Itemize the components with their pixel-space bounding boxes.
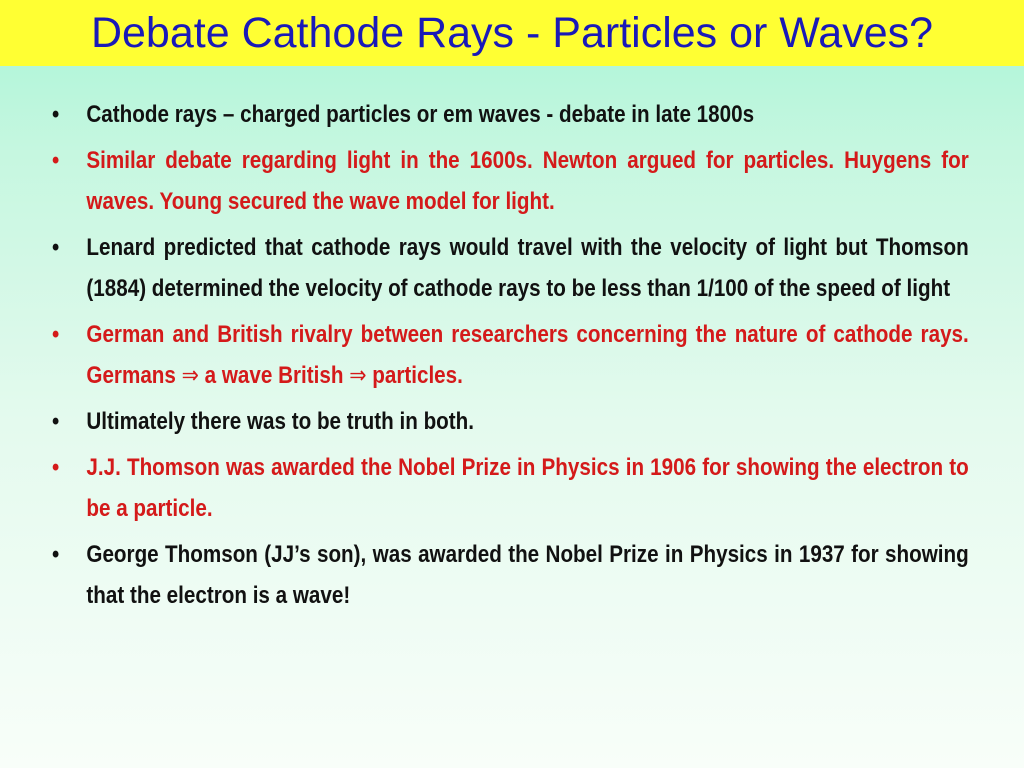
- implies-arrow-icon: ⇒: [181, 362, 199, 389]
- bullet-marker: •: [52, 541, 60, 568]
- bullet-item-truth-in-both: [52, 401, 969, 442]
- bullet-text: J.J. Thomson was awarded the Nobel Prize in Physics in 1906 for showing the electron to be a particle.: [86, 454, 969, 522]
- bullet-text: George Thomson (JJ’s son), was awarded the Nobel Prize in Physics in 1937 for showing that the electron is a wave!: [86, 541, 969, 609]
- bullet-item-jj-thomson-nobel: [52, 447, 969, 529]
- bullet-text: Lenard predicted that cathode rays would travel with the velocity of light but Thomson (1884) determined the velocity of cathode rays to be less than 1/100 of the speed of light: [86, 234, 969, 302]
- bullet-marker: •: [52, 454, 60, 481]
- bullet-text: Similar debate regarding light in the 1600s. Newton argued for particles. Huygens for waves. Young secured the wave model for light.: [86, 147, 969, 215]
- bullet-list: [52, 94, 969, 621]
- bullet-marker: •: [52, 147, 60, 174]
- bullet-item-lenard-thomson: [52, 227, 969, 309]
- bullet-marker: •: [52, 234, 60, 261]
- implies-arrow-icon: ⇒: [349, 362, 367, 389]
- rivalry-text-part3: particles.: [372, 362, 463, 389]
- bullet-marker: •: [52, 321, 60, 348]
- bullet-marker: •: [52, 101, 60, 128]
- bullet-item-german-british-rivalry: [52, 314, 969, 396]
- bullet-item-cathode-debate: [52, 94, 969, 135]
- bullet-text: [86, 314, 968, 396]
- bullet-text: Ultimately there was to be truth in both.: [86, 408, 475, 435]
- bullet-marker: •: [52, 408, 60, 435]
- bullet-text: Cathode rays – charged particles or em waves - debate in late 1800s: [86, 101, 755, 128]
- rivalry-text-part1: German and British rivalry between researchers concerning the nature of cathode rays. Germans: [86, 321, 969, 389]
- rivalry-text-part2: a wave British: [204, 362, 344, 389]
- slide-title: Debate Cathode Rays - Particles or Waves?: [90, 9, 934, 57]
- bullet-item-light-debate: [52, 140, 969, 222]
- bullet-item-george-thomson-nobel: [52, 534, 969, 616]
